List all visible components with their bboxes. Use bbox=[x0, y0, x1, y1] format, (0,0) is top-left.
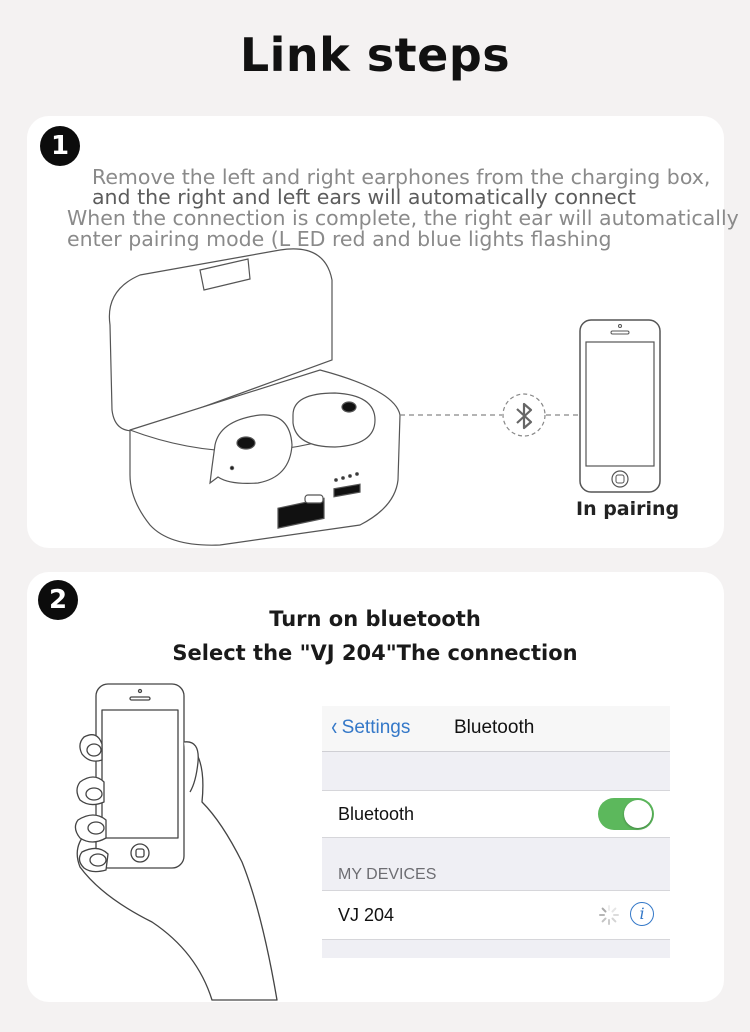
info-icon[interactable]: i bbox=[630, 902, 654, 926]
ios-nav-bar bbox=[322, 706, 670, 752]
step-1-line-4: enter pairing mode (L ED red and blue lights flashing bbox=[67, 227, 612, 251]
bluetooth-toggle-row bbox=[322, 790, 670, 838]
step-2-line-1: Turn on bluetooth bbox=[269, 607, 481, 631]
connecting-spinner-icon bbox=[598, 904, 620, 926]
chevron-left-icon: ‹ bbox=[331, 711, 338, 741]
bluetooth-toggle[interactable] bbox=[598, 798, 654, 830]
charging-case-illustration bbox=[100, 245, 410, 550]
step-1-line-1: Remove the left and right earphones from the charging box, bbox=[92, 165, 711, 189]
step-2-number-badge: 2 bbox=[38, 580, 78, 620]
ios-bluetooth-settings bbox=[322, 706, 670, 958]
toggle-knob bbox=[624, 800, 652, 828]
pairing-link-line bbox=[400, 390, 585, 440]
hand-holding-phone-illustration bbox=[72, 682, 287, 1002]
bluetooth-label: Bluetooth bbox=[338, 804, 415, 824]
settings-back-button[interactable] bbox=[330, 711, 411, 741]
step-1-line-3: When the connection is complete, the right ear will automatically bbox=[67, 206, 739, 230]
page-title: Link steps bbox=[239, 28, 511, 82]
pairing-caption: In pairing bbox=[576, 498, 680, 520]
bluetooth-icon bbox=[510, 400, 538, 432]
step-2-line-2: Select the "VJ 204"The connection bbox=[172, 641, 578, 665]
step-1-number-badge: 1 bbox=[40, 126, 80, 166]
device-name: VJ 204 bbox=[338, 905, 395, 925]
settings-back-label: Settings bbox=[341, 717, 411, 738]
my-devices-header: MY DEVICES bbox=[338, 866, 437, 883]
device-row[interactable] bbox=[322, 890, 670, 940]
nav-title: Bluetooth bbox=[454, 717, 535, 738]
phone-illustration bbox=[578, 318, 664, 496]
step-1-line-2: and the right and left ears will automatically connect bbox=[92, 185, 636, 209]
